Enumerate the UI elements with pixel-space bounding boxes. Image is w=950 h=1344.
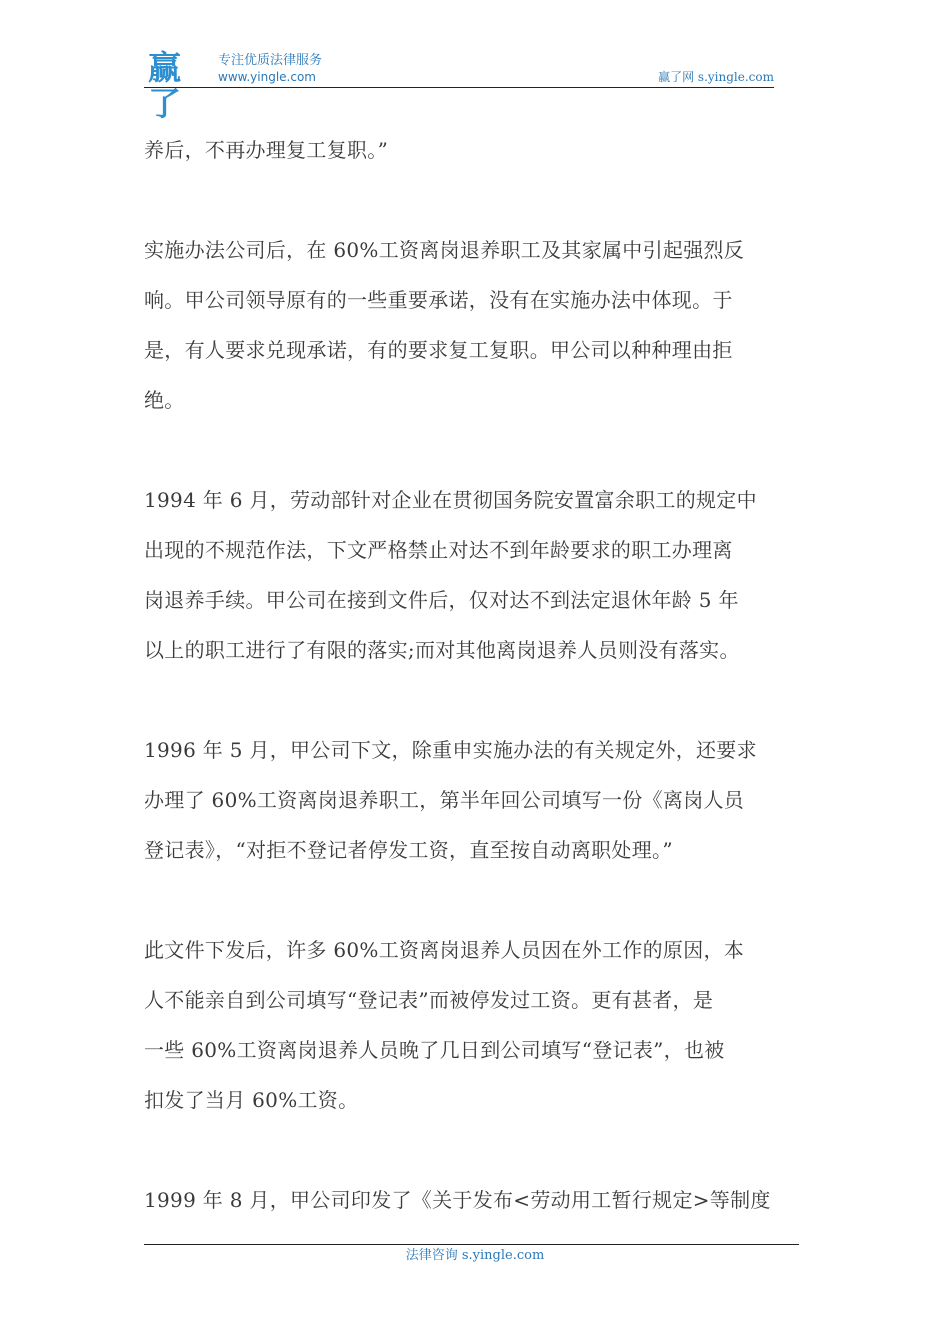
text-line: 绝。 (144, 388, 185, 412)
footer-link[interactable]: 法律咨询 s.yingle.com (405, 1248, 545, 1263)
text-line: 办理了 60%工资离岗退养职工，第半年回公司填写一份《离岗人员 (144, 788, 745, 812)
header-divider (144, 87, 774, 88)
logo-mark: 赢了 (148, 48, 179, 123)
text-line: 出现的不规范作法，下文严格禁止对达不到年龄要求的职工办理离 (144, 538, 733, 562)
text-line: 1999 年 8 月，甲公司印发了《关于发布<劳动用工暂行规定>等制度 (144, 1188, 771, 1212)
text-line: 1996 年 5 月，甲公司下文，除重申实施办法的有关规定外，还要求 (144, 738, 757, 762)
paragraph (144, 225, 804, 425)
paragraph (144, 725, 804, 875)
header-site-link[interactable]: 赢了网 s.yingle.com (658, 70, 774, 84)
document-body (144, 125, 804, 1275)
text-line: 此文件下发后，许多 60%工资离岗退养人员因在外工作的原因，本 (144, 938, 745, 962)
text-line: 人不能亲自到公司填写“登记表”而被停发过工资。更有甚者，是 (144, 988, 714, 1012)
page-header (144, 48, 774, 123)
paragraph (144, 125, 804, 175)
footer-divider (144, 1244, 799, 1245)
text-line: 1994 年 6 月，劳动部针对企业在贯彻国务院安置富余职工的规定中 (144, 488, 757, 512)
text-line: 养后，不再办理复工复职。” (144, 138, 389, 162)
paragraph (144, 1175, 804, 1225)
text-line: 实施办法公司后，在 60%工资离岗退养职工及其家属中引起强烈反 (144, 238, 745, 262)
text-line: 扣发了当月 60%工资。 (144, 1088, 359, 1112)
paragraph (144, 925, 804, 1125)
text-line: 是，有人要求兑现承诺，有的要求复工复职。甲公司以种种理由拒 (144, 338, 733, 362)
text-line: 以上的职工进行了有限的落实;而对其他离岗退养人员则没有落实。 (144, 638, 740, 662)
text-line: 登记表》，“对拒不登记者停发工资，直至按自动离职处理。” (144, 838, 673, 862)
text-line: 岗退养手续。甲公司在接到文件后，仅对达不到法定退休年龄 5 年 (144, 588, 739, 612)
text-line: 响。甲公司领导原有的一些重要承诺，没有在实施办法中体现。于 (144, 288, 733, 312)
text-line: 一些 60%工资离岗退养人员晚了几日到公司填写“登记表”，也被 (144, 1038, 725, 1062)
logo-slogan: 专注优质法律服务 (218, 53, 323, 68)
paragraph (144, 475, 804, 675)
logo-url: www.yingle.com (218, 70, 316, 84)
